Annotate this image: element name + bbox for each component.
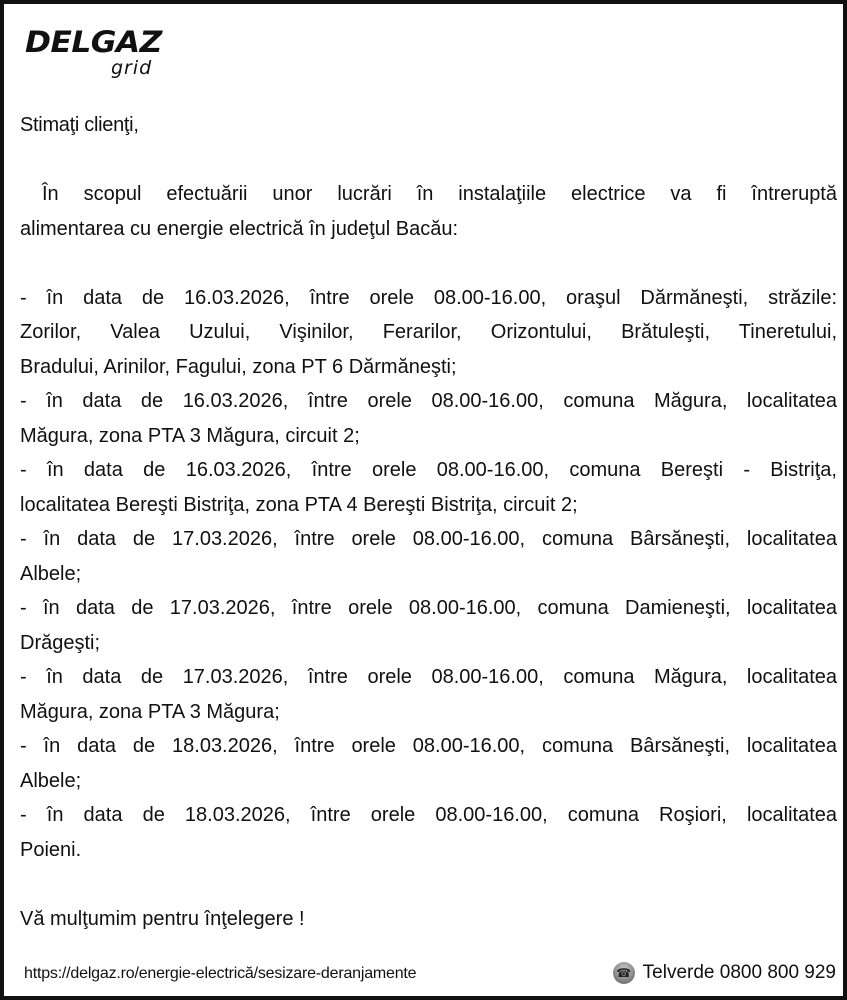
outage-line: - în data de 17.03.2026, între orele 08.00-16.00, comuna Măgura, localitatea (20, 666, 837, 688)
logo-subtitle: grid (111, 57, 153, 79)
outage-line: Albele; (20, 769, 82, 792)
intro-line-1: În scopul efectuării unor lucrări în instalaţiile electrice va fi întreruptă (42, 183, 837, 205)
notice-body (20, 108, 837, 936)
outage-line: - în data de 17.03.2026, între orele 08.00-16.00, comuna Damieneşti, localitatea (20, 597, 837, 619)
outage-report-link[interactable]: https://delgaz.ro/energie-electrică/sesizare-deranjamente (24, 965, 417, 982)
footer (24, 962, 836, 990)
greeting: Stimaţi clienţi, (20, 114, 139, 136)
hotline-number: Telverde 0800 800 929 (642, 962, 836, 983)
outage-line: Măgura, zona PTA 3 Măgura, circuit 2; (20, 424, 360, 447)
outage-line: - în data de 18.03.2026, între orele 08.00-16.00, comuna Roşiori, localitatea (20, 804, 837, 826)
delgaz-grid-logo (25, 25, 162, 79)
outage-line: Drăgeşti; (20, 631, 101, 654)
logo-wordmark: DELGAZ (25, 25, 162, 59)
outage-line: Zorilor, Valea Uzului, Vişinilor, Ferarilor, Orizontului, Brătuleşti, Tineretului, (20, 321, 837, 343)
outage-line: - în data de 16.03.2026, între orele 08.00-16.00, comuna Măgura, localitatea (20, 390, 837, 412)
outage-line: Bradului, Arinilor, Fagului, zona PT 6 Dărmăneşti; (20, 355, 457, 378)
intro-line-2: alimentarea cu energie electrică în judeţul Bacău: (20, 217, 459, 240)
hotline (613, 962, 836, 984)
outage-line: localitatea Bereşti Bistriţa, zona PTA 4 Bereşti Bistriţa, circuit 2; (20, 493, 578, 516)
phone-icon: ☎ (613, 962, 635, 984)
outage-line: Poieni. (20, 838, 82, 861)
outage-line: - în data de 16.03.2026, între orele 08.00-16.00, oraşul Dărmăneşti, străzile: (20, 286, 837, 309)
outage-line: - în data de 18.03.2026, între orele 08.00-16.00, comuna Bârsăneşti, localitatea (20, 735, 837, 757)
outage-line: Albele; (20, 562, 82, 585)
outage-line: Măgura, zona PTA 3 Măgura; (20, 700, 280, 723)
closing-text: Vă mulţumim pentru înţelegere ! (20, 907, 305, 930)
outage-line: - în data de 16.03.2026, între orele 08.00-16.00, comuna Bereşti - Bistriţa, (20, 459, 837, 481)
outage-line: - în data de 17.03.2026, între orele 08.00-16.00, comuna Bârsăneşti, localitatea (20, 528, 837, 550)
